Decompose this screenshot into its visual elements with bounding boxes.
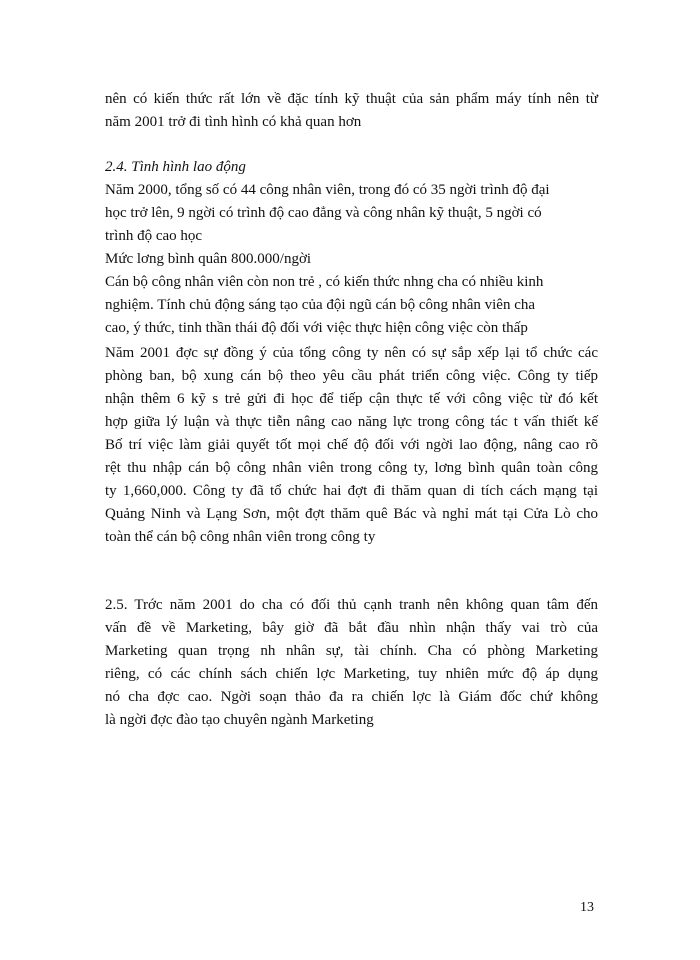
section-marketing	[105, 594, 598, 732]
paragraph-2001	[105, 342, 598, 549]
text-line: nhận thêm 6 kỹ s trẻ gửi đi học để tiếp cận thực tế với công việc từ đó kết	[105, 391, 598, 407]
text-line: ty 1,660,000. Công ty đã tổ chức hai đợt đi thăm quan di tích cách mạng tại	[105, 483, 598, 499]
text-line: nên có kiến thức rất lớn về đặc tính kỹ thuật của sản phẩm máy tính nên từ	[105, 91, 598, 107]
text-line: rệt thu nhập cán bộ công nhân viên trong công ty, lơng bình quân toàn công	[105, 460, 598, 476]
text-line: nghiệm. Tính chủ động sáng tạo của đội ngũ cán bộ công nhân viên cha	[105, 297, 536, 313]
text-line: 2.5. Trớc năm 2001 do cha có đối thủ cạnh tranh nên không quan tâm đến	[105, 597, 598, 613]
section-labor	[105, 156, 598, 340]
text-line: hợp giữa lý luận và thực tiễn nâng cao năng lực trong công tác t vấn thiết kế	[105, 414, 598, 430]
text-line: phòng ban, bộ xung cán bộ theo yêu cầu phát triển công việc. Công ty tiếp	[105, 368, 598, 384]
text-line: Năm 2000, tổng số có 44 công nhân viên, trong đó có 35 ngời trình độ đại	[105, 182, 550, 198]
page-number: 13	[580, 900, 594, 915]
text-line: Cán bộ công nhân viên còn non trẻ , có kiến thức nhng cha có nhiều kinh	[105, 274, 544, 290]
text-line: Năm 2001 đợc sự đồng ý của tổng công ty nên có sự sắp xếp lại tổ chức các	[105, 345, 598, 361]
text-line: là ngời đợc đào tạo chuyên ngành Marketing	[105, 712, 374, 728]
text-line: học trở lên, 9 ngời có trình độ cao đẳng và công nhân kỹ thuật, 5 ngời có	[105, 205, 542, 221]
section-heading: 2.4. Tình hình lao động	[105, 159, 246, 175]
paragraph-intro	[105, 88, 598, 134]
text-line: năm 2001 trở đi tình hình có khả quan hơn	[105, 114, 362, 130]
text-line: Quảng Ninh và Lạng Sơn, một đợt thăm quê Bác và nghỉ mát tại Cửa Lò cho	[105, 506, 598, 522]
text-line: riêng, có các chính sách chiến lợc Marketing, tuy nhiên mức độ áp dụng	[105, 666, 598, 682]
text-line: Bố trí việc làm giải quyết tốt mọi chế độ đối với ngời lao động, nâng cao rõ	[105, 437, 598, 453]
text-line: vấn đề về Marketing, bây giờ đã bắt đầu nhìn nhận thấy vai trò của	[105, 620, 598, 636]
text-line: nó cha đợc cao. Ngời soạn thảo đa ra chiến lợc là Giám đốc chứ không	[105, 689, 598, 705]
text-line: Marketing quan trọng nh nhân sự, tài chính. Cha có phòng Marketing	[105, 643, 598, 659]
text-line: trình độ cao học	[105, 228, 203, 244]
text-line: cao, ý thức, tinh thần thái độ đối với việc thực hiện công việc còn thấp	[105, 320, 528, 336]
text-line: toàn thể cán bộ công nhân viên trong công ty	[105, 529, 376, 545]
text-line: Mức lơng bình quân 800.000/ngời	[105, 251, 312, 267]
